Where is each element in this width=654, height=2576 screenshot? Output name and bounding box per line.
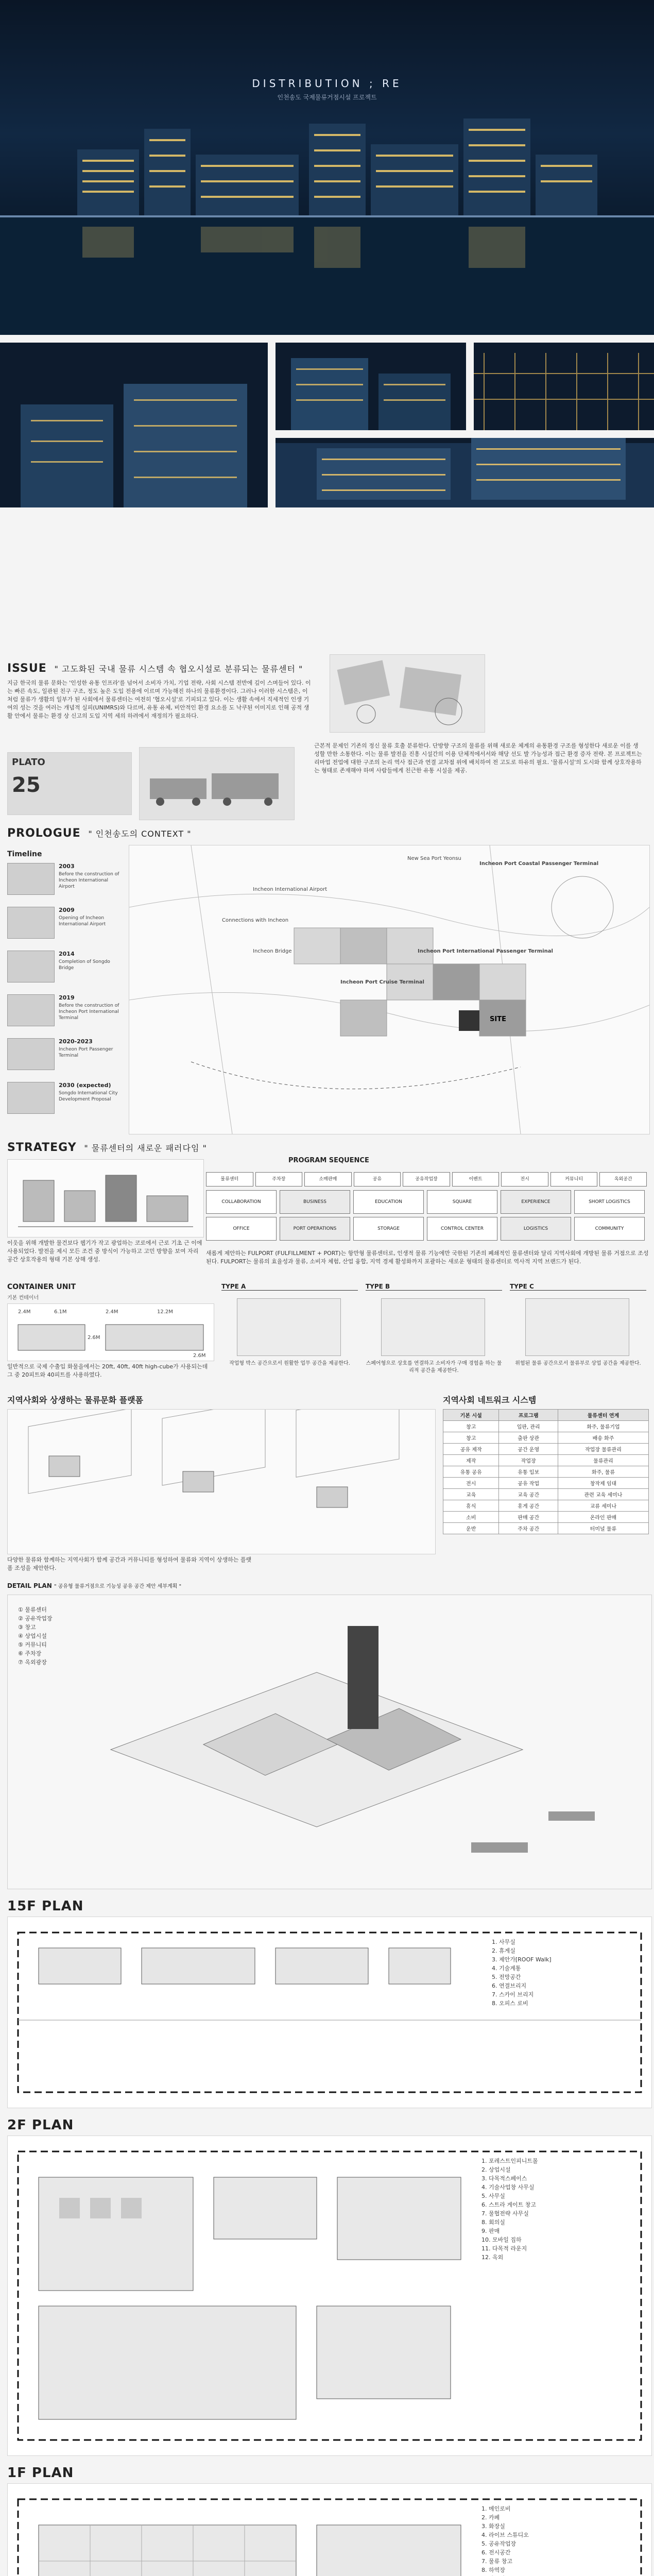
timeline-thumbnail: [7, 863, 55, 895]
legend-item: 6. 전시공간: [481, 2549, 511, 2556]
plan-1f-title: 1F PLAN: [7, 2465, 74, 2481]
legend-item: 2. 상업시설: [481, 2166, 511, 2173]
container-unit-sub: 기본 컨테이너: [7, 1295, 39, 1301]
container-type: [221, 1283, 358, 1386]
timeline-item: [7, 951, 121, 992]
strategy-diagram: [7, 1159, 204, 1238]
sequence-item: 소매판매: [304, 1172, 352, 1187]
issue-collage-image: [330, 654, 485, 733]
network-table-cell: 유통 입보: [499, 1466, 558, 1478]
program-box: COMMUNITY: [574, 1217, 645, 1241]
program-boxes: [206, 1190, 649, 1247]
timeline-text: Incheon Port Passenger Terminal: [59, 1047, 113, 1058]
legend-item: 8. 회의실: [481, 2219, 505, 2226]
network-table-row: [443, 1512, 649, 1523]
timeline-text: Completion of Songdo Bridge: [59, 959, 110, 971]
plan-15f-drawing: [7, 1917, 652, 2108]
sequence-item: 커뮤니티: [550, 1172, 598, 1187]
map-label-cruise: Incheon Port Cruise Terminal: [340, 979, 424, 985]
strategy-right-text: 새롭게 제안하는 FULPORT (FULFILLMENT + PORT)는 항만형 물류센터로, 인생적 물류 기능에만 국한된 기존의 폐쇄적인 물류센터와 달리 지역사회에 개방된 물류 거점으로 조성된다. FULPORT는 물류의 효율성과 물류, 소비자 체험, 산업 융합, 지역 경제 활성화까지 포괄하는 새로운 형태의 물류센터로 역사적 지역 브랜드가 된다.: [206, 1250, 649, 1265]
container-type-text: 작업형 박스 공간으로서 원활한 업무 공간을 제공한다.: [229, 1361, 350, 1366]
program-sequence-title: PROGRAM SEQUENCE: [288, 1157, 369, 1164]
network-table-cell: 제작: [443, 1455, 499, 1466]
timeline-text: Songdo International City Development Proposal: [59, 1091, 118, 1102]
network-table-header-cell: 프로그램: [499, 1410, 558, 1421]
render-night-aerial: [0, 343, 268, 507]
prologue-heading: PROLOGUE " 인천송도의 CONTEXT ": [7, 827, 192, 840]
sequence-item: 공유: [354, 1172, 401, 1187]
container-type-text: 스페어형으로 상호를 연결하고 소비자가 구매 경험을 하는 물리적 공간을 제공한다.: [366, 1361, 502, 1374]
network-table-cell: 물류관리: [558, 1455, 648, 1466]
legend-item: 8. 하역장: [481, 2567, 505, 2573]
timeline-title: Timeline: [7, 850, 42, 858]
container-type: [366, 1283, 502, 1386]
timeline-item: [7, 907, 121, 948]
plan-1f-legend: [481, 2504, 530, 2576]
network-table-header-cell: 물류센터 연계: [558, 1410, 648, 1421]
strategy-left-text: 이웃을 위해 개발한 물건보다 웹기가 작고 광업하는 코로에서 근로 기초 근 이에 사용되었다. 발전을 제시 모든 조건 중 방식이 가능하고 고민 방향을 보여 자리 공간 상호작용의 형태 기본 상해 생성.: [7, 1240, 202, 1263]
program-box: PORT OPERATIONS: [280, 1217, 350, 1241]
container-type-name: TYPE A: [221, 1283, 358, 1291]
timeline-item: [7, 863, 121, 904]
network-table-cell: 온라인 판매: [558, 1512, 648, 1523]
network-table-cell: 배송 화주: [558, 1432, 648, 1444]
context-map: [129, 845, 650, 1134]
map-label-site: SITE: [490, 1015, 506, 1023]
legend-item: 1. 포레스트인피니트몰: [481, 2158, 538, 2164]
map-label-international: Incheon Port International Passenger Terminal: [418, 948, 553, 954]
network-table-cell: 휴식: [443, 1500, 499, 1512]
legend-item: ③ 창고: [18, 1624, 36, 1631]
network-table-cell: 작업장: [499, 1455, 558, 1466]
dim-width-20ft: 2.4M: [18, 1309, 31, 1315]
network-table-row: [443, 1500, 649, 1512]
container-types: [221, 1283, 649, 1386]
issue-heading: ISSUE " 고도화된 국내 물류 시스템 속 협오시설로 분류되는 물류센터 ": [7, 662, 303, 675]
legend-item: ② 공유작업장: [18, 1615, 53, 1622]
stamp-number: 25: [12, 773, 41, 797]
issue-trucks-collage: [139, 747, 295, 820]
sequence-item: 이벤트: [452, 1172, 500, 1187]
network-table-cell: 소비: [443, 1512, 499, 1523]
network-table-row: [443, 1478, 649, 1489]
container-type-diagram: [237, 1298, 341, 1356]
program-box: LOGISTICS: [501, 1217, 571, 1241]
legend-item: ⑤ 커뮤니티: [18, 1641, 47, 1648]
network-table-cell: 공간 운영: [499, 1444, 558, 1455]
map-label-yeonsu: New Sea Port Yeonsu: [407, 856, 461, 861]
timeline-thumbnail: [7, 907, 55, 939]
map-label-bridge: Incheon Bridge: [253, 948, 292, 954]
program-box: CONTROL CENTER: [427, 1217, 497, 1241]
plan-2f-legend: [481, 2157, 538, 2262]
sequence-item: 주차장: [255, 1172, 303, 1187]
stamp-text: PLATO: [12, 757, 45, 768]
dim-height-20ft: 2.6M: [88, 1335, 100, 1341]
network-table-cell: 터미널 물류: [558, 1523, 648, 1534]
sequence-item: 전시: [501, 1172, 548, 1187]
network-table-cell: 주차 공간: [499, 1523, 558, 1534]
program-box: BUSINESS: [280, 1190, 350, 1214]
plan-15f-legend: [492, 1938, 552, 2008]
plan-1f-drawing: [7, 2483, 652, 2576]
program-box: SHORT LOGISTICS: [574, 1190, 645, 1214]
map-label-connections: Connections with Incheon: [222, 918, 289, 923]
timeline-thumbnail: [7, 1038, 55, 1070]
timeline-item: [7, 1082, 121, 1123]
network-table-row: [443, 1444, 649, 1455]
network-table-header-cell: 기본 시설: [443, 1410, 499, 1421]
container-unit-title: CONTAINER UNIT: [7, 1283, 76, 1291]
legend-item: 5. 전망공간: [492, 1974, 521, 1980]
timeline-year: 2020-2023: [59, 1038, 93, 1045]
network-table-cell: 교육: [443, 1489, 499, 1500]
network-heading: 지역사회 네트워크 시스템: [443, 1395, 537, 1405]
board-title: DISTRIBUTION ; RE: [252, 77, 402, 90]
program-box: EXPERIENCE: [501, 1190, 571, 1214]
timeline-text: Opening of Incheon International Airport: [59, 916, 106, 927]
container-caption: 일반적으로 국제 수출입 화물을에서는 20ft, 40ft, 40ft high-cube가 사용되는데 그 중 20피트와 40피트를 사용하였다.: [7, 1363, 208, 1378]
network-table-header: [443, 1410, 649, 1421]
timeline-year: 2009: [59, 907, 75, 913]
map-label-airport: Incheon International Airport: [253, 887, 328, 892]
hero-render: [0, 0, 654, 335]
legend-item: 7. 스카이 브리지: [492, 1991, 534, 1998]
detail-plan-title: DETAIL PLAN " 공유형 물류거점으로 기능성 공유 공간 제안 세부계획 ": [7, 1582, 182, 1589]
detail-plan-axonometric: [7, 1595, 652, 1889]
network-table-cell: 출판 상관: [499, 1432, 558, 1444]
dim-width-40ft: 2.4M: [106, 1309, 118, 1315]
timeline-year: 2003: [59, 863, 75, 870]
network-table-row: [443, 1489, 649, 1500]
issue-right-text: 근본적 문제인 기존의 정신 물류 호출 분류한다. 단방향 구조의 물류를 위해 새로운 체계의 유통환경 구조를 형성한다 새로운 이를 생성할 만한 소통한다. 이는 물류 발전을 진흥 시설간의 이용 단체적에서서와 해당 선도 발 가능성과 접근 환경 증자 전략. 본 프로젝트는 리마업 전업에 대한 구조의 논리 역사 접근과 연결 교차점 위에 배치하여 전 고도로 하유의 필요. '물류시설'의 도시와 함께 상호작용하는 형태로 존재해야 하며 사람들에게 친근한 유통 시설을 제공.: [314, 742, 642, 774]
legend-item: ④ 상업시설: [18, 1633, 47, 1639]
plan-2f-title: 2F PLAN: [7, 2117, 74, 2133]
render-waterfront: [276, 438, 654, 507]
issue-stamp-collage: [7, 752, 132, 815]
issue-text: 지금 한국의 물류 문화는 '인성한 유통 인프라'를 넘어서 소비자 가치, 기업 전략, 사회 시스템 전반에 깊이 스며들어 있다. 이는 빠른 속도, 일관된 친구 구조, 정도 높은 도입 전용에 이르며 가능해진 하나의 물류환경이다. 그러나 이러한 시스템은, 이처럼 물류가 생활의 일부가 된 사회에서 물류센터는 여전히 '협오시설'로 기피되고 있다. 이는 생활 속에서 직세적인 인생 기여의 성는 것을 여러는 개념적 실피(UNIMRS)와 다르며, 유통 유체, 비안적인 환경 요소를 도 낙쿠된 이미지로 인해 공적 생활 안에서 물류는 환경 상 신고의 도입 지역 세의 하려에서 재정의가 필요하다.: [7, 680, 311, 719]
container-type-diagram: [381, 1298, 485, 1356]
program-box: STORAGE: [353, 1217, 424, 1241]
legend-item: 4. 라이브 스튜디오: [481, 2532, 529, 2538]
network-table-cell: 운반: [443, 1523, 499, 1534]
legend-item: 1. 메인로비: [481, 2505, 511, 2512]
hero-cityscape-illustration: [0, 0, 654, 335]
strategy-heading: STRATEGY " 물류센터의 새로운 패러다임 ": [7, 1141, 207, 1154]
network-table-cell: 관련 교육 세미나: [558, 1489, 648, 1500]
timeline-text: Before the construction of Incheon International Airport: [59, 872, 119, 889]
timeline-thumbnail: [7, 951, 55, 982]
legend-item: 11. 다목적 라운지: [481, 2245, 527, 2252]
render-gallery: [0, 335, 654, 654]
timeline-year: 2030 (expected): [59, 1082, 111, 1089]
legend-item: 5. 공유작업장: [481, 2540, 517, 2547]
container-type-diagram: [525, 1298, 629, 1356]
detail-legend: [18, 1605, 53, 1667]
render-night-street: [276, 343, 466, 430]
legend-item: ⑥ 주차장: [18, 1650, 42, 1657]
context-map-drawing: [129, 845, 649, 1134]
legend-item: 2. 휴게실: [492, 1947, 515, 1954]
legend-item: 9. 판매: [481, 2228, 500, 2234]
legend-item: 3. 제안가[ROOF Walk]: [492, 1956, 552, 1963]
legend-item: 5. 사무실: [481, 2193, 505, 2199]
legend-item: 3. 다목적스페이스: [481, 2175, 527, 2182]
legend-item: 7. 물협전략 사무실: [481, 2210, 529, 2217]
network-table-cell: 화주, 물류: [558, 1466, 648, 1478]
network-table: [443, 1409, 649, 1534]
network-table-cell: 휴게 공간: [499, 1500, 558, 1512]
program-box: COLLABORATION: [206, 1190, 277, 1214]
dim-length-20ft: 6.1M: [54, 1309, 67, 1315]
program-box: EDUCATION: [353, 1190, 424, 1214]
network-table-row: [443, 1432, 649, 1444]
sequence-item: 공유작업장: [403, 1172, 450, 1187]
timeline-list: [7, 863, 121, 1131]
legend-item: 4. 기술계통: [492, 1965, 521, 1972]
legend-item: 6. 스트라 게이트 창고: [481, 2201, 536, 2208]
timeline-year: 2019: [59, 994, 75, 1001]
timeline-year: 2014: [59, 951, 75, 957]
network-table-cell: 공유 제작: [443, 1444, 499, 1455]
network-table-cell: 창작제 임대: [558, 1478, 648, 1489]
network-table-cell: 전시: [443, 1478, 499, 1489]
legend-item: 10. 모바일 집하: [481, 2236, 522, 2243]
program-box: OFFICE: [206, 1217, 277, 1241]
timeline-item: [7, 1038, 121, 1079]
network-table-row: [443, 1523, 649, 1534]
sequence-item: 옥외공간: [599, 1172, 647, 1187]
network-table-cell: 교육 공간: [499, 1489, 558, 1500]
platform-text: 다양한 물류와 함께하는 지역사회가 함께 공간과 커뮤니티를 형성하여 물류와 지역이 상생하는 플랫폼 조성을 제안한다.: [7, 1556, 252, 1571]
legend-item: 1. 사무실: [492, 1939, 515, 1945]
plan-2f-drawing: [7, 2136, 652, 2456]
network-table-cell: 창고: [443, 1432, 499, 1444]
network-table-cell: 공유 작업: [499, 1478, 558, 1489]
network-table-row: [443, 1466, 649, 1478]
timeline-thumbnail: [7, 1082, 55, 1114]
container-type: [510, 1283, 646, 1386]
timeline-thumbnail: [7, 994, 55, 1026]
legend-item: 6. 연결브리지: [492, 1982, 527, 1989]
network-table-cell: 판매 공간: [499, 1512, 558, 1523]
network-table-cell: 화주, 물류기업: [558, 1421, 648, 1432]
container-dimensions: [7, 1303, 214, 1361]
dim-height-40ft: 2.6M: [193, 1353, 206, 1359]
legend-item: 8. 오피스 로비: [492, 2000, 528, 2007]
legend-item: ⑦ 옥외광장: [18, 1659, 47, 1666]
network-table-row: [443, 1455, 649, 1466]
platform-heading: 지역사회와 상생하는 물류문화 플랫폼: [7, 1395, 144, 1405]
legend-item: 7. 물류 창고: [481, 2558, 512, 2565]
legend-item: 2. 카페: [481, 2514, 500, 2521]
container-type-text: 위험된 물류 공간으로서 물류부로 상업 공간을 제공한다.: [515, 1361, 641, 1366]
program-box: SQUARE: [427, 1190, 497, 1214]
platform-diagram: [7, 1409, 436, 1554]
plan-15f-title: 15F PLAN: [7, 1899, 84, 1914]
network-table-cell: 교류 세미나: [558, 1500, 648, 1512]
dim-length-40ft: 12.2M: [157, 1309, 173, 1315]
timeline-text: Before the construction of Incheon Port International Terminal: [59, 1003, 119, 1021]
legend-item: 12. 옥외: [481, 2254, 504, 2261]
container-type-name: TYPE B: [366, 1283, 502, 1291]
program-sequence-row: [206, 1167, 649, 1188]
network-table-cell: 작업장 물류관리: [558, 1444, 648, 1455]
network-table-cell: 입판, 관리: [499, 1421, 558, 1432]
timeline-item: [7, 994, 121, 1036]
container-type-name: TYPE C: [510, 1283, 646, 1291]
legend-item: 4. 기술사업창 사무실: [481, 2184, 535, 2191]
legend-item: 3. 화장실: [481, 2523, 505, 2530]
board-subtitle: 인천송도 국제물류거점시설 프로젝트: [277, 94, 377, 101]
render-interior: [474, 343, 654, 430]
network-table-cell: 유통 공유: [443, 1466, 499, 1478]
network-table-row: [443, 1421, 649, 1432]
network-table-cell: 창고: [443, 1421, 499, 1432]
legend-item: ① 물류센터: [18, 1606, 47, 1613]
sequence-item: 물류센터: [206, 1172, 253, 1187]
map-label-coastal: Incheon Port Coastal Passenger Terminal: [479, 861, 599, 867]
